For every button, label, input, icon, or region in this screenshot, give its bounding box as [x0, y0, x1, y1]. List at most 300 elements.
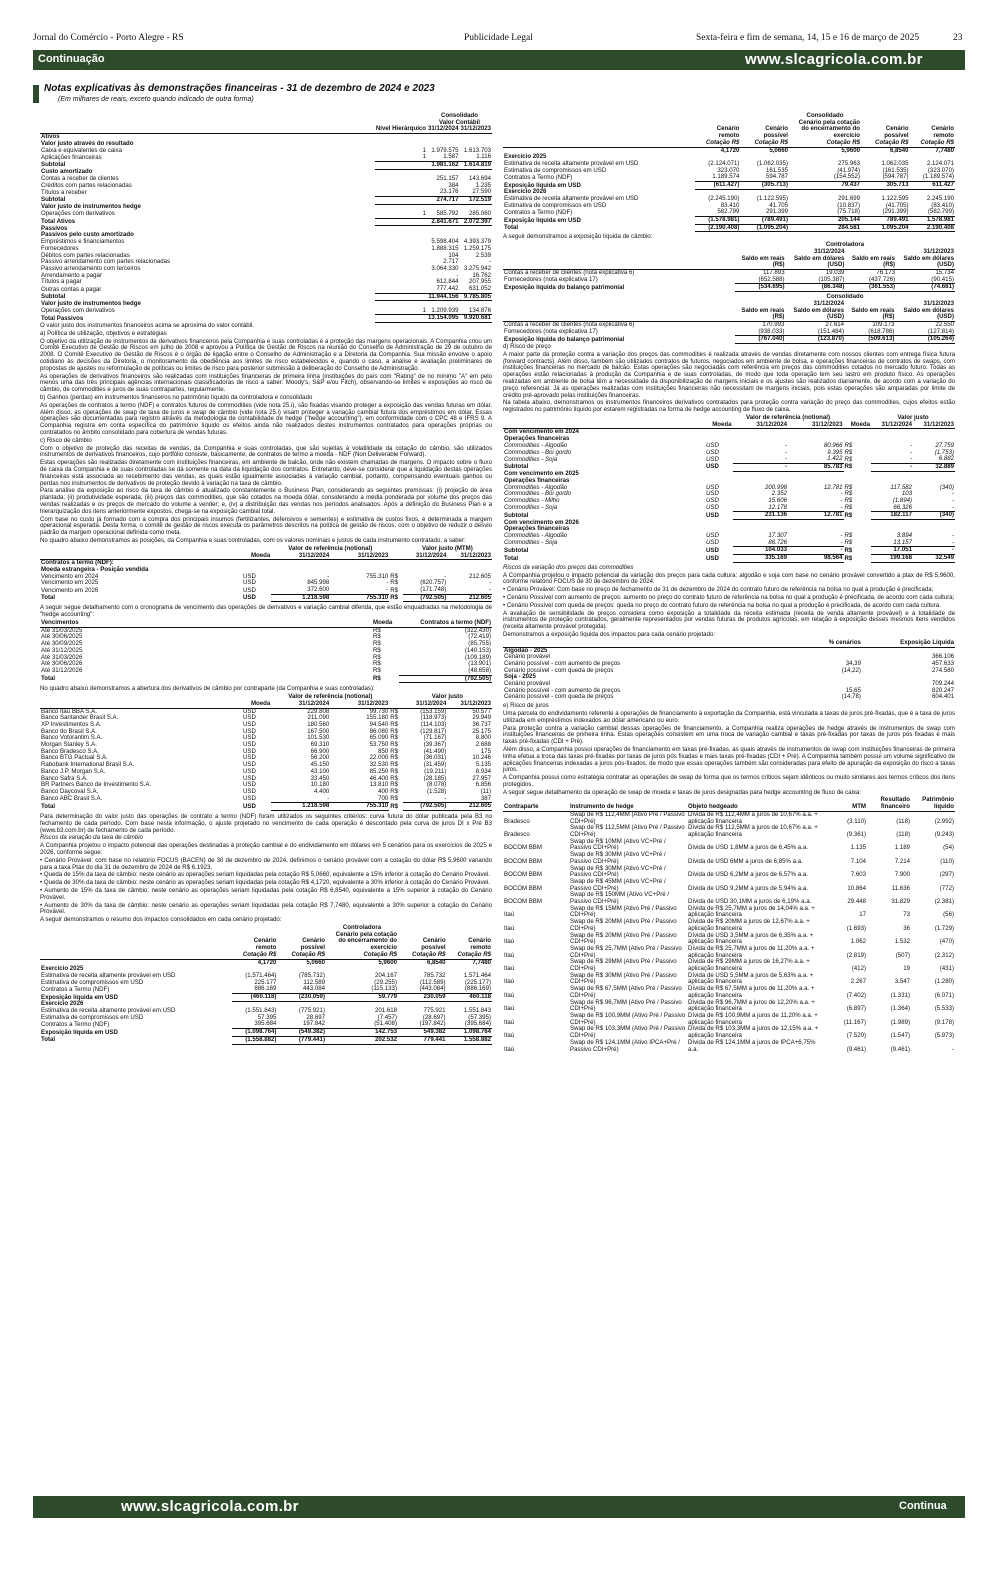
table-cell: (322.430): [464, 626, 491, 634]
table-cell: (1.528): [427, 787, 447, 795]
table-cell: (1.558.882): [232, 1036, 277, 1044]
table-cell: [375, 189, 427, 196]
table-cell: Commodities - Algodão: [504, 441, 568, 449]
table-cell: 755.310: [330, 594, 389, 602]
table-cell: 32.530: [369, 761, 389, 769]
table-cell: (1.894): [892, 497, 912, 504]
table-cell: (1.989): [890, 1018, 910, 1026]
table-cell: (48.658): [468, 666, 491, 674]
table-cell: Swap de R$ 45MM (Ativo VC+Pré / Passivo CDI+Pré): [570, 877, 666, 892]
table-cell: (1.095.204): [740, 224, 789, 232]
table-cell: Dívida de R$ 25,7MM a juros de 11,20% a.a. + aplicação financeira: [688, 944, 815, 959]
para: O valor justo dos instrumentos financeiros acima se aproxima do valor contábil.: [40, 322, 255, 330]
table-cell: Itaú: [504, 1005, 515, 1013]
table-row: [40, 266, 492, 273]
table-cell: Swap de R$ 30MM (Ativo VC+Pré / Passivo CDI+Pré): [570, 851, 666, 865]
th: Cenário remoto: [253, 937, 277, 952]
table-cell: Swap de R$ 96,7MM (Ativo Pré / Passivo CDI+Pré): [570, 998, 682, 1013]
table-cell: Total: [504, 554, 519, 562]
table-cell: (509.613): [845, 336, 895, 344]
table-cell: [805, 674, 862, 681]
table-cell: 582.799: [717, 208, 740, 216]
table-cell: (2.819): [846, 951, 866, 959]
table-cell: Caixa e equivalentes de caixa: [41, 146, 122, 154]
site-url-bottom: www.slcagricola.com.br: [121, 1498, 299, 1515]
site-url: www.slcagricola.com.br: [745, 51, 923, 68]
table-cell: Subtotal: [41, 196, 66, 204]
table-cell: Dívida de R$ 112,5MM a juros de 10,67% a.a. + aplicação financeira: [688, 824, 818, 838]
bullet: • Queda de 15% da taxa de câmbio: neste cenário as operações seriam liquidadas pela cotação R$ 5,0660, equivalente a 15% inferior à cotação do Cenário Provável.: [40, 871, 490, 879]
table-cell: -: [327, 572, 330, 580]
table-cell: USD: [243, 707, 256, 715]
th: 5,9600: [378, 958, 397, 966]
table-cell: Até 31/03/2026: [41, 653, 83, 661]
table-cell: (225.177): [464, 978, 491, 986]
table-cell: 1.135: [850, 844, 866, 852]
table-cell: (772): [939, 884, 954, 892]
table-cell: Contas a receber de clientes: [41, 174, 119, 182]
table-cell: Títulos a receber: [41, 188, 87, 196]
table-cell: 73: [903, 911, 910, 919]
table-cell: 212.605: [447, 594, 492, 602]
para: Demonstramos a exposição líquida dos impactos para cada cenário projetado:: [503, 631, 716, 638]
table-cell: Commodities - Boi gordo: [504, 490, 572, 498]
table-cell: 17.051: [871, 547, 913, 555]
table-cell: (72.419): [468, 633, 491, 641]
table-cell: [403, 560, 448, 567]
table-cell: USD: [243, 572, 256, 580]
table-cell: [330, 560, 389, 567]
table-cell: Exercício 2025: [41, 965, 84, 973]
page-number: 23: [953, 33, 963, 43]
table-row: [503, 505, 955, 512]
table-cell: 85.783: [788, 463, 844, 471]
table-cell: (153.159): [420, 707, 447, 715]
table-cell: R$: [390, 594, 399, 602]
table-cell: 69.310: [310, 741, 330, 749]
table-cell: Dívida de USD 6,2MM a juros de 6,57% a.a.: [688, 871, 808, 879]
th: 4,1720: [257, 958, 277, 966]
table-cell: (154.552): [833, 173, 860, 181]
table-cell: 2.267: [850, 978, 866, 986]
table-cell: (5.533): [934, 1005, 954, 1013]
table-cell: [844, 429, 872, 436]
table-cell: (171.748): [420, 586, 447, 594]
table-cell: Commodities - Soja: [504, 504, 558, 512]
ndf-table: [40, 546, 492, 603]
table-cell: [403, 567, 448, 574]
table-cell: Subtotal: [504, 546, 529, 554]
th: Cotação R$: [789, 140, 861, 147]
table-cell: (6.897): [846, 1005, 866, 1013]
table-cell: 94.540: [369, 720, 389, 728]
table-cell: 284.581: [789, 224, 861, 232]
table-cell: Débitos com partes relacionadas: [41, 251, 130, 259]
table-cell: [913, 526, 955, 533]
table-cell: Bradesco: [504, 831, 530, 838]
table-cell: R$: [390, 761, 399, 769]
table-cell: Operações financeiras: [504, 476, 570, 484]
th: Saldo em reais (R$): [845, 256, 896, 270]
table-cell: 32.889: [913, 463, 955, 471]
th: Cenário possível: [300, 937, 325, 952]
swap-table: [503, 797, 955, 1053]
th: Cenário remoto: [931, 125, 954, 140]
bullet: • Queda de 30% da taxa de câmbio: neste cenário as operações seriam liquidadas pela cotação R$ 4,1720, equivalente a 30% inferior à cotação do Cenário Provável.: [40, 879, 490, 887]
table-cell: (340): [939, 483, 954, 491]
table-cell: R$: [373, 675, 381, 683]
table-cell: 1.558.882: [447, 1036, 492, 1044]
table-cell: [705, 429, 733, 436]
table-cell: (75.718): [837, 208, 860, 216]
table-cell: Dívida de R$ 100,9MM a juros de 11,20% a.a. + aplicação financeira: [688, 1011, 818, 1026]
table-cell: 27.590: [472, 188, 491, 196]
table-cell: 76.173: [876, 269, 896, 277]
table-cell: 117.582: [890, 483, 912, 491]
table-cell: R$: [390, 727, 399, 735]
table-row: [503, 694, 955, 701]
th: 4,1720: [720, 146, 740, 154]
table-cell: 85.250: [369, 767, 389, 775]
table-cell: 11.944.156: [428, 292, 459, 300]
para: A Companhia possui como estratégia contratar as operações de swap de forma que os termos críticos sejam idênticos ou muito similares aos termos críticos dos itens protegidos.: [503, 774, 955, 788]
table-cell: 709.244: [931, 680, 954, 688]
th-c1: 31/12/2024: [428, 125, 459, 133]
table-row: [40, 655, 492, 662]
table-cell: Estimativa de receita altamente provável em USD: [504, 159, 639, 167]
table-cell: R$: [390, 787, 399, 795]
table-cell: 2.352: [771, 490, 788, 498]
table-row: [503, 336, 955, 344]
table-cell: -: [840, 497, 843, 504]
table-cell: Swap de R$ 20MM (Ativo Pré / Passivo CDI+Pré): [570, 931, 677, 946]
table-cell: (297): [939, 871, 954, 879]
table-row: [40, 668, 492, 675]
table-cell: 56.200: [310, 754, 330, 762]
table-cell: 850: [378, 747, 389, 755]
table-cell: (938.033): [758, 327, 785, 335]
table-cell: (305.713): [740, 182, 789, 190]
table-cell: (1.280): [934, 978, 954, 986]
table-cell: Exposição líquida em USD: [41, 1028, 118, 1036]
table-cell: 15.734: [935, 269, 954, 277]
table-cell: (28.697): [422, 1013, 446, 1021]
table-cell: [375, 232, 427, 239]
table-cell: [375, 266, 427, 273]
th: Valor de referência (notional): [746, 414, 831, 422]
table-cell: 211.090: [307, 714, 330, 722]
table-cell: [375, 134, 427, 141]
table-cell: USD: [243, 781, 256, 789]
th: 31/12/2024: [871, 422, 913, 429]
table-cell: BOCOM BBM: [504, 884, 542, 892]
bullet: • Aumento de 30% da taxa de câmbio: neste cenário as operações seriam liquidadas pela cotação R$ 7,7480, equivalente a 30% superior à cotação do Cenário Provável.: [40, 901, 492, 916]
table-cell: 549.382: [398, 1029, 447, 1037]
table-cell: 366.106: [931, 653, 954, 661]
th: 31/12/2024: [271, 553, 330, 560]
table-cell: (112.589): [419, 978, 446, 986]
table-row: [503, 892, 955, 905]
table-cell: (11): [480, 787, 491, 795]
table-cell: 594.787: [765, 173, 788, 181]
table-cell: Estimativa de compromissos em USD: [504, 201, 607, 209]
table-row: [40, 239, 492, 246]
table-cell: Outras contas a pagar: [41, 285, 102, 293]
th: 31/12/2024: [813, 299, 844, 307]
table-cell: USD: [243, 761, 256, 769]
table-cell: [871, 429, 913, 436]
th: Objeto hedgeado: [687, 797, 825, 811]
table-cell: Itaú: [504, 978, 515, 986]
table-cell: 443.084: [302, 985, 325, 993]
table-cell: 755.310: [330, 803, 389, 811]
table-cell: 103: [901, 490, 912, 498]
table-cell: 1.189: [894, 844, 910, 852]
table-cell: [375, 183, 427, 190]
table-cell: Itaú: [504, 1045, 515, 1053]
table-row: [503, 879, 955, 892]
table-row: [40, 183, 492, 190]
para: Na tabela abaixo, demonstramos os instrumentos financeiros derivativos contratados para proteção contra variação do preço das commodities, cujos efeitos estão registrados no patrimônio líquido por estarem registradas na forma de hedge accounting de fluxo de caixa.: [503, 399, 955, 414]
table-cell: 2.072.397: [460, 218, 493, 226]
table-cell: 457.633: [931, 659, 954, 667]
table-cell: [733, 520, 789, 527]
table-cell: R$: [390, 714, 399, 722]
table-cell: R$: [390, 802, 399, 810]
page-header: [33, 33, 965, 47]
th: Cotação R$: [326, 952, 398, 959]
table-cell: (7.457): [377, 1013, 397, 1021]
table-cell: 779.441: [398, 1036, 447, 1044]
table-cell: (10.837): [837, 201, 860, 209]
table-cell: 1.218.598: [271, 803, 330, 811]
table-cell: (56): [943, 911, 954, 919]
para: Para proteção contra a variação cambial dessas operações de financiamento, a Companhia realiza operações de hedge através de instrumentos de swap com instituições financeiras de primeira linha. Estas operações consistem em uma troca de variação cambial e taxas pré-fixadas por taxas de juros pós fixadas e mais taxas pré-fixadas (CDI + Pré).: [503, 724, 955, 746]
table-cell: Banco Daycoval S.A.: [41, 787, 99, 795]
th: Moeda: [372, 620, 399, 627]
table-cell: (792.505): [399, 675, 492, 683]
th: Saldo em reais (R$): [735, 308, 785, 322]
table-cell: (1.693): [846, 924, 866, 932]
th: 5,0660: [769, 146, 788, 154]
table-cell: 7.214: [894, 857, 910, 865]
table-cell: R$: [373, 653, 381, 661]
th: 7,7480: [472, 958, 491, 966]
th: Cenário remoto: [716, 125, 740, 140]
table-cell: Banco do Brasil S.A.: [41, 727, 97, 735]
table-row: [40, 211, 492, 218]
table-cell: R$: [844, 490, 853, 498]
table-cell: 1.571.464: [463, 971, 491, 979]
table-cell: (127.814): [927, 327, 954, 335]
table-cell: Swap de R$ 103,3MM (Ativo Pré / Passivo CDI+Pré): [570, 1025, 686, 1040]
table-cell: USD: [706, 504, 719, 512]
th: 31/12/2023: [913, 422, 955, 429]
th: Vencimentos: [40, 620, 372, 627]
para: O objetivo da utilização de instrumentos de derivativos financeiros pela Companhia e suas controladas é a proteção das margens operacionais. A Companhia criou um Comitê Executivo de Gestão de Riscos em julho de 2008 e aprovou a Política de Gestão de Riscos na reunião do Conselho de Administração de 29 de outubro de 2008. O Comitê Executivo de Gestão de Riscos é o órgão de ligação entre o Conselho de Administração e a Diretoria da Companhia. Sua missão envolve o apoio cotidiano às decisões da Diretoria, o monitoramento da obediência aos limites de risco estabelecidos e, quando o caso, a análise e avaliação preliminares de propostas de ajustes ou reformulação de políticas ou limites de risco para posterior submissão à deliberação do Conselho de Administração.: [40, 337, 492, 372]
table-cell: [375, 286, 427, 293]
th-c2: 31/12/2023: [460, 125, 491, 133]
table-cell: 1.098.764: [447, 1029, 492, 1037]
th: 31/12/2024: [813, 247, 845, 255]
table-cell: (291.399): [882, 208, 909, 216]
table-cell: (197.842): [419, 1020, 446, 1028]
table-row: [503, 471, 955, 478]
table-row: [503, 456, 955, 463]
table-cell: 80.966: [823, 441, 843, 449]
table-row: [503, 520, 955, 527]
table-cell: (1.062.035): [756, 159, 788, 167]
table-cell: 7.900: [894, 871, 910, 879]
table-cell: [375, 226, 427, 233]
table-cell: 1.259.175: [463, 244, 491, 252]
table-cell: 7.104: [850, 857, 866, 865]
th: Controladora: [825, 241, 865, 249]
table-cell: Cenário provável: [504, 653, 551, 661]
table-cell: (549.382): [277, 1029, 326, 1037]
table-cell: Dívida de R$ 112,4MM a juros de 10,67% a.a. + aplicação financeira: [688, 810, 818, 825]
table-cell: Banco Santander Brasil S.A.: [41, 714, 119, 722]
table-cell: Contratos a Termo (NDF): [504, 173, 573, 181]
table-cell: 1.095.204: [861, 224, 910, 232]
table-cell: (118): [896, 817, 910, 825]
table-cell: BOCOM BBM: [504, 844, 542, 852]
table-cell: [427, 226, 460, 233]
table-cell: 167.500: [307, 727, 330, 735]
table-cell: -: [784, 455, 788, 463]
table-cell: 22.000: [369, 754, 389, 762]
table-row: [503, 547, 955, 555]
table-row: [40, 567, 492, 574]
table-cell: Dívida de R$ 20MM a juros de 12,67% a.a. + aplicação financeira: [688, 918, 810, 932]
table-cell: Total: [504, 224, 519, 232]
table-cell: (114.103): [420, 720, 447, 728]
table-cell: Swap de R$ 150MM (Ativo VC+Pré / Passivo CDI+Pré): [570, 891, 670, 906]
table-cell: 161.535: [765, 166, 788, 174]
table-cell: Estimativa de receita altamente provável em USD: [41, 971, 176, 979]
table-cell: 10.864: [847, 884, 866, 892]
table-row: [503, 986, 955, 999]
para: Para análise da exposição ao risco da taxa de câmbio é atualizado constantemente o Business Plan, considerando as seguintes premissas: (i) projeção de área plantada; (ii) produtividade esperada; (iii) preços das commodities, que são cotados na moeda dólar, considerando a média ponderada por volume dos preços das vendas realizadas e os preços de mercado do volume a vender; e, (iv) a distribuição das vendas nos períodos analisados. Após a definição do Business Plan e a hierarquização dos itens anteriormente expostos, chega-se na exposição cambial total.: [40, 487, 492, 515]
table-cell: 1: [422, 153, 426, 161]
table-cell: R$: [390, 707, 399, 715]
table-cell: (1.729): [934, 924, 954, 932]
table-cell: 291.399: [765, 208, 788, 216]
table-cell: Estimativa de compromissos em USD: [41, 1013, 144, 1021]
table-cell: (140.153): [464, 646, 491, 654]
para: A avaliação de sensibilidade de preços considera como exposição a totalidade da receita estimada (receita de venda altamente provável) e a totalidade de instrumentos de proteção contratados, geralmente representados por vendas futuras de produtos agrícolas, em relação à exposição desses mesmos itens vendidos (receita altamente provável protegida).: [503, 609, 955, 631]
table-cell: Morgan Stanley S.A.: [41, 741, 97, 749]
table-cell: R$: [373, 646, 381, 654]
table-cell: -: [488, 579, 491, 587]
table-cell: 274.717: [427, 196, 460, 204]
table-cell: Dívida de USD 3,5MM a juros de 6,35% a.a. + aplicação financeira: [688, 931, 814, 946]
table-row: [503, 668, 955, 675]
table-row: [503, 450, 955, 457]
table-cell: USD: [243, 727, 256, 735]
table-cell: Custo amortizado: [41, 168, 93, 176]
th: Valor de referência (notional): [288, 693, 373, 701]
table-cell: R$: [844, 504, 853, 512]
table-cell: 17: [859, 911, 866, 919]
table-cell: Algodão - 2025: [504, 646, 548, 654]
table-cell: Dívida de USD 30,1MM a juros de 6,19% a.a.: [688, 898, 812, 906]
th: Cenário remoto: [468, 937, 491, 952]
table-cell: 611.427: [910, 182, 955, 190]
table-row: [503, 906, 955, 919]
table-cell: Dívida de R$ 67,5MM a juros de 11,20% a.a. + aplicação financeira: [688, 985, 815, 999]
table-cell: 32.549: [913, 555, 955, 563]
th: Consolidado: [806, 112, 844, 119]
table-cell: (118): [896, 831, 910, 838]
table-cell: [733, 429, 789, 436]
th: 31/12/2023: [447, 701, 492, 708]
table-cell: (2.312): [934, 951, 954, 959]
table-cell: -: [444, 794, 447, 802]
table-cell: USD: [706, 511, 719, 519]
table-cell: (86.348): [786, 284, 846, 292]
table-cell: R$: [844, 539, 853, 547]
table-row: [40, 154, 492, 161]
table-cell: -: [733, 463, 789, 471]
table-cell: [375, 315, 427, 323]
table-cell: 1: [422, 306, 426, 314]
table-cell: 19: [903, 965, 910, 973]
table-cell: 1.235: [475, 181, 491, 189]
table-cell: 8.934: [475, 767, 491, 775]
table-cell: R$: [390, 734, 399, 742]
para: As operações de contratos a termo (NDF) e contratos futuros de commodities (vide nota 25.i), são fixadas visando proteger a exposição das vendas futuras em dólar. Além disso, as operações de swap de taxa de juros e swap de câmbio (vide nota 25.i) visam proteger a variação cambial futura dos empréstimos em dólar. Essas operações são documentadas para registro através da metodologia de contabilidade de hedge ("hedge accounting"), em conformidade com o CPC 48 e IFRS 9. A Companhia registra em conta específica do patrimônio líquido os efeitos ainda não realizados destes instrumentos contratados para operações próprias ou contratados no âmbito consolidado para cobertura de vendas futuras.: [40, 401, 492, 437]
table-cell: Até 31/12/2025: [41, 646, 83, 654]
table-row: [40, 594, 492, 602]
table-cell: (6.071): [934, 991, 954, 999]
table-cell: 400: [378, 787, 389, 795]
table-cell: (620.757): [420, 579, 447, 587]
table-cell: 204.167: [374, 971, 397, 979]
th: Saldo em dólares (USD): [785, 308, 845, 322]
table-cell: Swap de R$ 30MM (Ativo VC+Pré / Passivo CDI+Pré): [570, 864, 666, 879]
table-cell: (29.255): [374, 978, 397, 986]
table-cell: Swap de R$ 30MM (Ativo Pré / Passivo CDI+Pré): [570, 971, 677, 986]
table-cell: 36.737: [472, 720, 491, 728]
table-cell: (13.901): [468, 660, 491, 668]
table-cell: 10.246: [472, 754, 491, 762]
table-row: [503, 555, 955, 563]
table-cell: (7.402): [846, 991, 866, 999]
table-cell: (19.211): [424, 767, 447, 775]
balance-table: [40, 113, 492, 323]
table-cell: (9.243): [934, 831, 954, 838]
table-cell: 1.981.162: [427, 161, 460, 169]
table-cell: Com vencimento em 2024: [504, 428, 579, 436]
table-cell: (3.110): [847, 817, 866, 825]
fx-exposure-ctrl: [503, 242, 955, 292]
table-cell: 631.052: [468, 285, 491, 293]
th: Valor justo (MTM): [421, 544, 473, 552]
table-cell: (1.753): [934, 448, 954, 456]
table-cell: 45.150: [310, 761, 330, 769]
table-cell: 3.275.942: [463, 264, 491, 272]
table-cell: R$: [390, 741, 399, 749]
table-cell: Total: [41, 675, 56, 683]
th: Patrimônio líquido: [911, 797, 955, 811]
table-cell: 323.070: [717, 166, 740, 174]
table-cell: (431): [939, 965, 954, 973]
table-cell: Commodities - Milho: [504, 497, 560, 504]
table-cell: (395.684): [464, 1020, 491, 1028]
table-cell: 460.118: [447, 994, 492, 1002]
table-cell: Total Ativos: [41, 218, 76, 226]
